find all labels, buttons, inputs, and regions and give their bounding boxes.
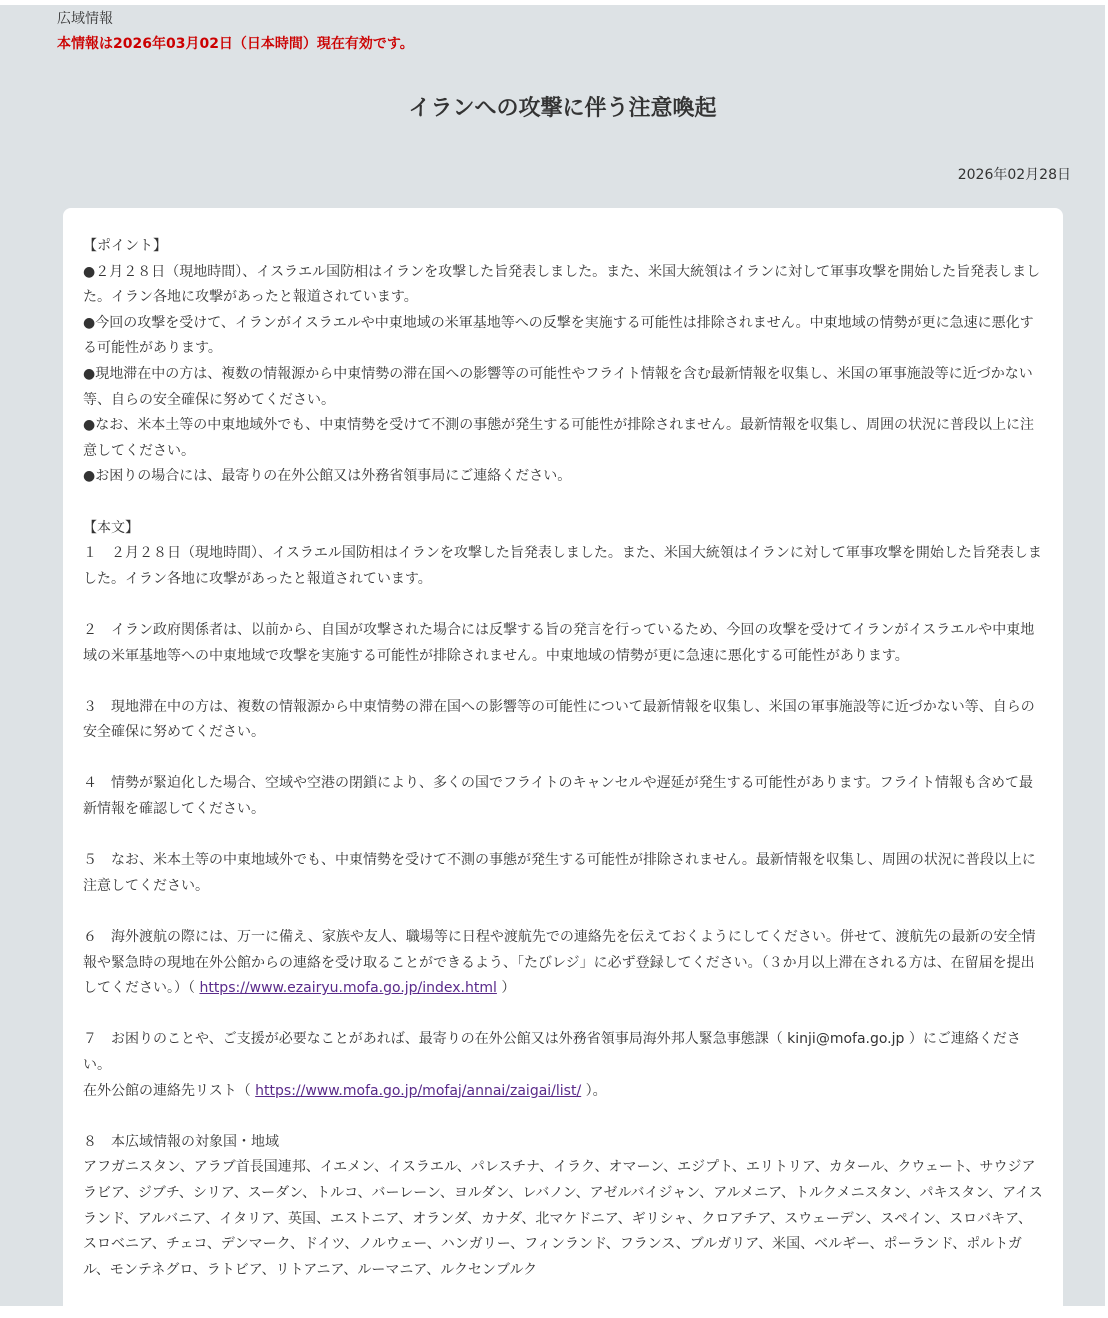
embassy-list-end: ）。 (581, 1082, 607, 1099)
publish-date: 2026年02月28日 (957, 167, 1071, 183)
target-regions-list: アフガニスタン、アラブ首長国連邦、イエメン、イスラエル、パレスチナ、イラク、オマーン、エジプト、エリトリア、カタール、クウェート、サウジアラビア、ジブチ、シリア、スーダン、トルコ、バーレーン、ヨルダン、レバノン、アゼルバイジャン、アルメニア、トルクメニスタン、パキスタン、アイスランド、アルバニア、イタリア、英国、エストニア、オランダ、カナダ、北マケドニア、ギリシャ、クロアチア、スウェーデン、スペイン、スロバキア、スロベニア、チェコ、デンマーク、ドイツ、ノルウェー、ハンガリー、フィンランド、フランス、ブルガリア、米国、ベルギー、ポーランド、ポルトガル、モンテネグロ、ラトビア、リトアニア、ルーマニア、ルクセンブルク (83, 1159, 1043, 1278)
embassy-list-label: 在外公館の連絡先リスト（ (83, 1082, 256, 1099)
p6-text: ６ 海外渡航の際には、万一に備え、家族や友人、職場等に日程や渡航先での連絡先を伝えておくようにしてください。併せて、渡航先の最新の安全情報や緊急時の現地在外公館からの連絡を受け取ることができるよう、「たびレジ」に必ず登録してください。（３か月以上滞在される方は、在留届を提出してください。）（ (83, 929, 1036, 997)
validity-notice: 本情報は2026年03月02日（日本時間）現在有効です。 (57, 36, 414, 52)
point-item: ●なお、米本土等の中東地域外でも、中東情勢を受けて不測の事態が発生する可能性が排除されません。最新情報を収集し、周囲の状況に普段以上に注意してください。 (83, 417, 1035, 459)
point-item: ●２月２８日（現地時間）、イスラエル国防相はイランを攻撃した旨発表しました。また、米国大統領はイランに対して軍事攻撃を開始した旨発表しました。イラン各地に攻撃があったと報道されています。 (83, 263, 1041, 306)
ezairyu-link[interactable]: https://www.ezairyu.mofa.go.jp/index.html (199, 980, 497, 997)
body-paragraph-3: ３ 現地滞在中の方は、複数の情報源から中東情勢の滞在国への影響等の可能性について最新情報を収集し、米国の軍事施設等に近づかない等、自らの安全確保に努めてください。 (83, 698, 1035, 741)
target-regions-heading: ８ 本広域情報の対象国・地域 (83, 1133, 279, 1150)
embassy-list-link[interactable]: https://www.mofa.go.jp/mofaj/annai/zaigai/list/ (255, 1082, 582, 1099)
points-heading: 【ポイント】 (83, 238, 167, 254)
spacer (83, 1104, 1043, 1130)
page-title: イランへの攻撃に伴う注意喚起 (408, 96, 717, 121)
body-paragraph-1: １ ２月２８日（現地時間）、イスラエル国防相はイランを攻撃した旨発表しました。また、米国大統領はイランに対して軍事攻撃を開始した旨発表しました。イラン各地に攻撃があったと報道されています。 (83, 545, 1042, 587)
body-paragraph-5: ５ なお、米本土等の中東地域外でも、中東情勢を受けて不測の事態が発生する可能性が排除されません。最新情報を収集し、周囲の状況に普段以上に注意してください。 (83, 852, 1036, 894)
article-body (83, 234, 1043, 1283)
content-card (63, 208, 1063, 1318)
body-paragraph-4: ４ 情勢が緊迫化した場合、空域や空港の閉鎖により、多くの国でフライトのキャンセルや遅延が発生する可能性があります。フライト情報も含めて最新情報を確認してください。 (83, 775, 1034, 818)
body-paragraph-6 (83, 925, 1043, 1002)
spacer (83, 823, 1043, 849)
body-heading: 【本文】 (83, 519, 139, 536)
spacer (83, 592, 1043, 618)
embassy-list-line (83, 1079, 1043, 1105)
spacer (83, 1002, 1043, 1028)
page-background (0, 5, 1105, 1306)
body-paragraph-2: ２ イラン政府関係者は、以前から、自国が攻撃された場合には反撃する旨の発言を行っているため、今回の攻撃を受けてイランがイスラエルや中東地域の米軍基地等への中東地域で攻撃を実施する可能性が排除されません。中東地域の情勢が更に急速に悪化する可能性があります。 (83, 621, 1035, 664)
spacer (83, 490, 1043, 516)
spacer (83, 669, 1043, 695)
point-item: ●お困りの場合には、最寄りの在外公館又は外務省領事局にご連絡ください。 (83, 468, 572, 485)
body-paragraph-7: ７ お困りのことや、ご支援が必要なことがあれば、最寄りの在外公館又は外務省領事局海外邦人緊急事態課（ kinji@mofa.go.jp ）にご連絡ください。 (83, 1031, 1021, 1073)
spacer (83, 899, 1043, 925)
point-item: ●今回の攻撃を受けて、イランがイスラエルや中東地域の米軍基地等への反撃を実施する可能性は排除されません。中東地域の情勢が更に急速に悪化する可能性があります。 (83, 314, 1034, 357)
spacer (83, 746, 1043, 772)
point-item: ●現地滞在中の方は、複数の情報源から中東情勢の滞在国への影響等の可能性やフライト情報を含む最新情報を収集し、米国の軍事施設等に近づかない等、自らの安全確保に努めてください。 (83, 365, 1033, 408)
category-label: 広域情報 (57, 11, 113, 27)
p6-end: ） (496, 980, 516, 997)
